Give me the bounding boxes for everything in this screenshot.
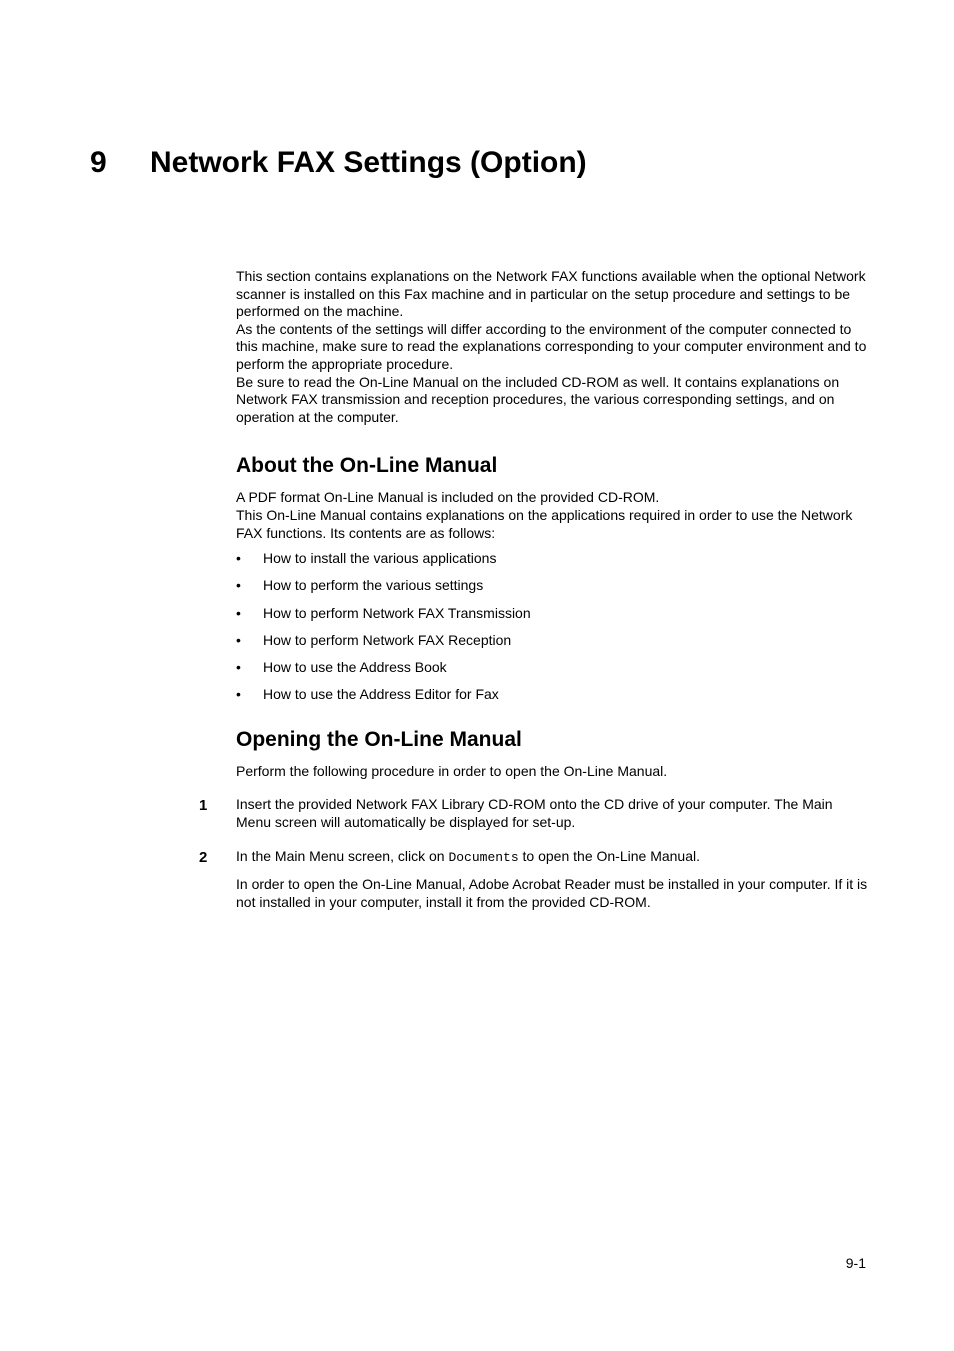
page-number: 9-1 [845,1255,866,1271]
bullet-icon: • [236,686,241,703]
bullet-icon: • [236,604,241,621]
bullet-icon: • [236,658,241,675]
opening-body [199,762,870,912]
step-text [236,848,870,867]
intro-section [236,268,870,426]
list-item [236,577,870,595]
opening-heading: Opening the On-Line Manual [236,727,522,751]
about-heading: About the On-Line Manual [236,454,498,478]
list-item [236,686,870,704]
step-1 [199,796,870,831]
page-content [199,268,870,928]
step-number: 1 [199,797,208,815]
step-number: 2 [199,849,208,867]
about-paragraph-2: This On-Line Manual contains explanations on the applications required in order to use the Network FAX functions. Its contents are as follows: [236,506,853,541]
intro-paragraph-2: As the contents of the settings will differ according to the environment of the computer connected to this machine, make sure to read the explanations corresponding to your computer environment and to perform the appropriate procedure. [236,320,867,372]
chapter-title-text: Network FAX Settings (Option) [150,146,587,179]
bullet-icon: • [236,550,241,567]
about-paragraph-1: A PDF format On-Line Manual is included on the provided CD-ROM. [236,489,660,506]
list-item [236,632,870,650]
list-item-text: How to perform Network FAX Reception [263,631,512,648]
list-item [236,550,870,568]
procedure-steps [199,796,870,911]
intro-paragraph-3: Be sure to read the On-Line Manual on the included CD-ROM as well. It contains explanations on Network FAX transmission and reception procedures, the various corresponding settings, and on operation at the computer. [236,373,840,425]
chapter-title [90,143,587,183]
step-text: Insert the provided Network FAX Library CD-ROM onto the CD drive of your computer. The Main Menu screen will automatically be displayed for set-up. [236,796,833,830]
list-item-text: How to install the various applications [263,550,497,567]
list-item [236,659,870,677]
opening-intro: Perform the following procedure in order to open the On-Line Manual. [236,762,668,779]
documents-button-label: Documents [448,850,519,866]
chapter-number: 9 [90,146,107,179]
step-2 [199,848,870,911]
list-item-text: How to perform Network FAX Transmission [263,604,531,621]
about-body [236,489,870,703]
step-note: In order to open the On-Line Manual, Adobe Acrobat Reader must be installed in your computer. If it is not installed in your computer, install it from the provided CD-ROM. [236,876,868,910]
step-text-before: In the Main Menu screen, click on [236,848,449,865]
list-item-text: How to use the Address Book [263,658,447,675]
intro-paragraph-1: This section contains explanations on the Network FAX functions available when the optional Network scanner is installed on this Fax machine and in particular on the setup procedure and settings to be performed on the machine. [236,268,866,320]
bullet-icon: • [236,577,241,594]
list-item-text: How to use the Address Editor for Fax [263,686,499,703]
list-item [236,605,870,623]
list-item-text: How to perform the various settings [263,577,484,594]
contents-list [236,550,870,704]
step-text-after: to open the On-Line Manual. [518,848,700,865]
bullet-icon: • [236,631,241,648]
